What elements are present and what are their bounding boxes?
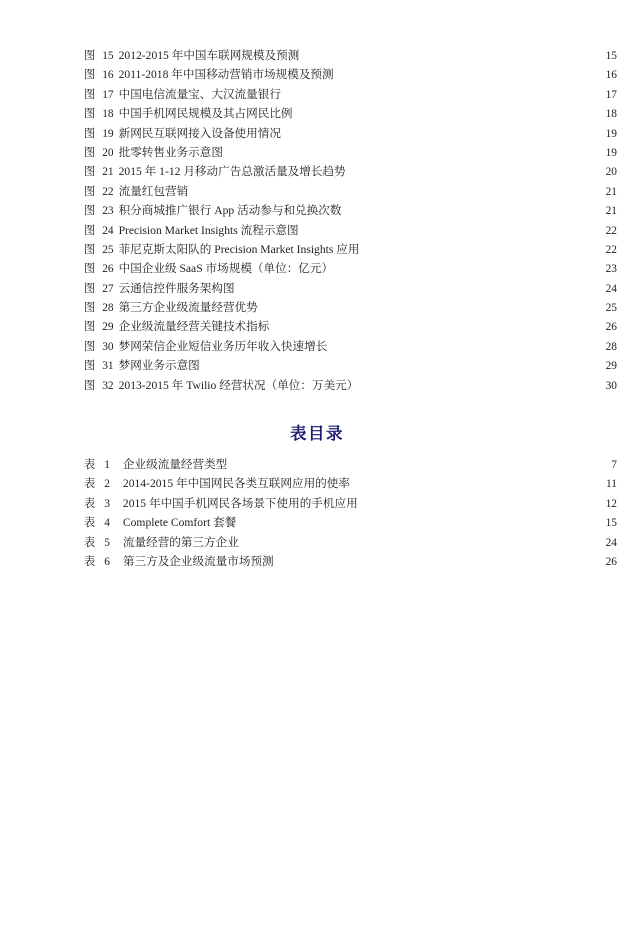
dot-leader: [354, 490, 600, 491]
figure-toc-title: Precision Market Insights 流程示意图: [118, 223, 299, 237]
figure-toc-entry[interactable]: [0, 376, 618, 395]
figure-toc-number: 20: [102, 146, 114, 159]
figure-toc-title: 中国手机网民规模及其占网民比例: [118, 107, 293, 121]
figure-toc-page-number: 19: [605, 146, 617, 159]
figure-toc-entry[interactable]: [0, 221, 618, 240]
dot-leader: [338, 81, 600, 82]
figure-toc-page-number: 18: [605, 108, 617, 121]
dot-leader: [350, 178, 600, 179]
figure-toc-number: 23: [102, 205, 114, 218]
figure-toc-number: 17: [102, 88, 114, 101]
figure-toc-page-number: 23: [605, 263, 617, 276]
dot-leader: [331, 352, 600, 353]
table-toc-entry[interactable]: [0, 552, 618, 571]
table-toc-entry[interactable]: [0, 533, 618, 552]
figure-toc-entry[interactable]: [0, 337, 618, 356]
figure-toc-title: 积分商城推广银行 App 活动参与和兑换次数: [118, 204, 342, 218]
figure-toc-number: 16: [102, 69, 114, 82]
table-toc-number: 4: [104, 517, 110, 530]
figure-toc-title: 2013-2015 年 Twilio 经营状况（单位：万美元）: [118, 378, 359, 392]
figure-toc-title: 中国电信流量宝、大汉流量银行: [118, 87, 281, 101]
figure-toc-page-number: 15: [605, 50, 617, 62]
figure-toc-title: 2012-2015 年中国车联网规模及预测: [118, 49, 300, 62]
table-toc-kind-label: 表: [84, 554, 96, 568]
figure-toc-number: 27: [102, 282, 114, 295]
dot-leader: [362, 509, 600, 510]
figure-toc-title: 菲尼克斯太阳队的 Precision Market Insights 应用: [118, 242, 360, 256]
dot-leader: [303, 236, 600, 237]
figure-toc-list: [0, 46, 640, 395]
dot-leader: [345, 217, 600, 218]
figure-toc-entry[interactable]: [0, 317, 618, 336]
figure-toc-entry[interactable]: [0, 85, 618, 104]
figure-toc-entry[interactable]: [0, 279, 618, 298]
figure-toc-kind-label: 图: [84, 165, 96, 179]
figure-toc-page-number: 22: [605, 224, 617, 237]
table-toc-kind-label: 表: [84, 458, 96, 472]
figure-toc-kind-label: 图: [84, 378, 96, 392]
dot-leader: [192, 197, 600, 198]
figure-toc-kind-label: 图: [84, 107, 96, 121]
figure-toc-kind-label: 图: [84, 87, 96, 101]
table-toc-number: 6: [104, 555, 110, 568]
table-toc-page-number: 11: [606, 478, 617, 491]
figure-toc-page-number: 24: [605, 282, 617, 295]
figure-toc-number: 28: [102, 302, 114, 315]
figure-toc-number: 21: [102, 166, 114, 179]
figure-toc-number: 32: [102, 379, 114, 392]
figure-toc-title: 梦网业务示意图: [118, 359, 200, 373]
table-toc-kind-label: 表: [84, 516, 96, 530]
figure-toc-page-number: 20: [605, 166, 617, 179]
table-toc-title: 流量经营的第三方企业: [122, 535, 239, 549]
dot-leader: [273, 333, 600, 334]
figure-toc-number: 31: [102, 360, 114, 373]
figure-toc-kind-label: 图: [84, 281, 96, 295]
figure-toc-kind-label: 图: [84, 301, 96, 315]
table-toc-page-number: 7: [611, 459, 617, 472]
dot-leader: [363, 255, 600, 256]
figure-toc-title: 企业级流量经营关键技术指标: [118, 320, 270, 334]
dot-leader: [285, 100, 600, 101]
table-toc-kind-label: 表: [84, 535, 96, 549]
dot-leader: [262, 313, 600, 314]
table-toc-kind-label: 表: [84, 477, 96, 491]
figure-toc-title: 中国企业级 SaaS 市场规模（单位：亿元）: [118, 262, 334, 276]
figure-toc-kind-label: 图: [84, 184, 96, 198]
figure-toc-entry[interactable]: [0, 201, 618, 220]
figure-toc-entry[interactable]: [0, 162, 618, 181]
figure-toc-kind-label: 图: [84, 320, 96, 334]
figure-toc-kind-label: 图: [84, 49, 96, 62]
table-toc-list: [0, 455, 640, 571]
figure-toc-entry[interactable]: [0, 124, 618, 143]
table-toc-page-number: 26: [605, 555, 617, 568]
figure-toc-page-number: 17: [605, 88, 617, 101]
dot-leader: [204, 372, 600, 373]
dot-leader: [303, 61, 600, 62]
dot-leader: [231, 470, 600, 471]
figure-toc-number: 19: [102, 127, 114, 140]
figure-toc-number: 24: [102, 224, 114, 237]
dot-leader: [285, 139, 600, 140]
dot-leader: [297, 120, 600, 121]
table-toc-page-number: 15: [605, 517, 617, 530]
figure-toc-page-number: 21: [605, 205, 617, 218]
dot-leader: [362, 391, 600, 392]
figure-toc-page-number: 30: [605, 379, 617, 392]
figure-toc-kind-label: 图: [84, 68, 96, 82]
figure-toc-number: 26: [102, 263, 114, 276]
figure-toc-entry[interactable]: [0, 240, 618, 259]
table-toc-page-number: 12: [605, 497, 617, 510]
table-toc-title: 2014-2015 年中国网民各类互联网应用的使率: [122, 477, 350, 491]
figure-toc-entry[interactable]: [0, 104, 618, 123]
figure-toc-page-number: 25: [605, 302, 617, 315]
figure-toc-page-number: 19: [605, 127, 617, 140]
dot-leader: [243, 548, 600, 549]
figure-toc-number: 25: [102, 243, 114, 256]
table-toc-number: 1: [104, 459, 110, 472]
figure-toc-entry[interactable]: [0, 259, 618, 278]
figure-toc-kind-label: 图: [84, 242, 96, 256]
dot-leader: [239, 294, 600, 295]
figure-toc-page-number: 26: [605, 321, 617, 334]
figure-toc-number: 30: [102, 340, 114, 353]
figure-toc-kind-label: 图: [84, 339, 96, 353]
table-toc-title: Complete Comfort 套餐: [122, 516, 237, 530]
figure-toc-title: 云通信控件服务架构图: [118, 281, 235, 295]
table-toc-title: 2015 年中国手机网民各场景下使用的手机应用: [122, 496, 358, 510]
figure-toc-title: 2015 年 1-12 月移动广告总激活量及增长趋势: [118, 165, 346, 179]
document-page: [0, 46, 640, 950]
figure-toc-kind-label: 图: [84, 126, 96, 140]
table-toc-number: 5: [104, 536, 110, 549]
table-toc-page-number: 24: [605, 536, 617, 549]
dot-leader: [227, 158, 600, 159]
figure-toc-title: 流量红包营销: [118, 184, 189, 198]
figure-toc-kind-label: 图: [84, 359, 96, 373]
table-toc-number: 2: [104, 478, 110, 491]
figure-toc-kind-label: 图: [84, 262, 96, 276]
figure-toc-entry[interactable]: [0, 46, 618, 65]
figure-toc-title: 批零转售业务示意图: [118, 145, 223, 159]
figure-toc-kind-label: 图: [84, 204, 96, 218]
figure-toc-title: 新网民互联网接入设备使用情况: [118, 126, 281, 140]
figure-toc-title: 第三方企业级流量经营优势: [118, 301, 258, 315]
dot-leader: [337, 275, 600, 276]
figure-toc-entry[interactable]: [0, 65, 618, 84]
table-toc-entry[interactable]: [0, 474, 618, 493]
dot-leader: [278, 567, 600, 568]
table-toc-title: 企业级流量经营类型: [122, 458, 228, 472]
figure-toc-title: 2011-2018 年中国移动营销市场规模及预测: [118, 68, 334, 82]
figure-toc-number: 18: [102, 108, 114, 121]
table-toc-number: 3: [104, 497, 110, 510]
figure-toc-number: 22: [102, 185, 114, 198]
table-toc-kind-label: 表: [84, 496, 96, 510]
table-toc-entry[interactable]: [0, 513, 618, 532]
figure-toc-number: 29: [102, 321, 114, 334]
figure-toc-page-number: 16: [605, 69, 617, 82]
figure-toc-entry[interactable]: [0, 182, 618, 201]
table-toc-heading: 表目录: [290, 424, 344, 444]
figure-toc-page-number: 22: [605, 243, 617, 256]
dot-leader: [240, 529, 600, 530]
figure-toc-kind-label: 图: [84, 145, 96, 159]
figure-toc-page-number: 28: [605, 340, 617, 353]
table-toc-entry[interactable]: [0, 455, 618, 474]
figure-toc-number: 15: [102, 50, 114, 62]
figure-toc-entry[interactable]: [0, 143, 618, 162]
figure-toc-kind-label: 图: [84, 223, 96, 237]
table-toc-entry[interactable]: [0, 494, 618, 513]
figure-toc-title: 梦网荣信企业短信业务历年收入快速增长: [118, 339, 328, 353]
figure-toc-page-number: 29: [605, 360, 617, 373]
figure-toc-entry[interactable]: [0, 298, 618, 317]
figure-toc-entry[interactable]: [0, 356, 618, 375]
table-toc-title: 第三方及企业级流量市场预测: [122, 554, 274, 568]
figure-toc-page-number: 21: [605, 185, 617, 198]
